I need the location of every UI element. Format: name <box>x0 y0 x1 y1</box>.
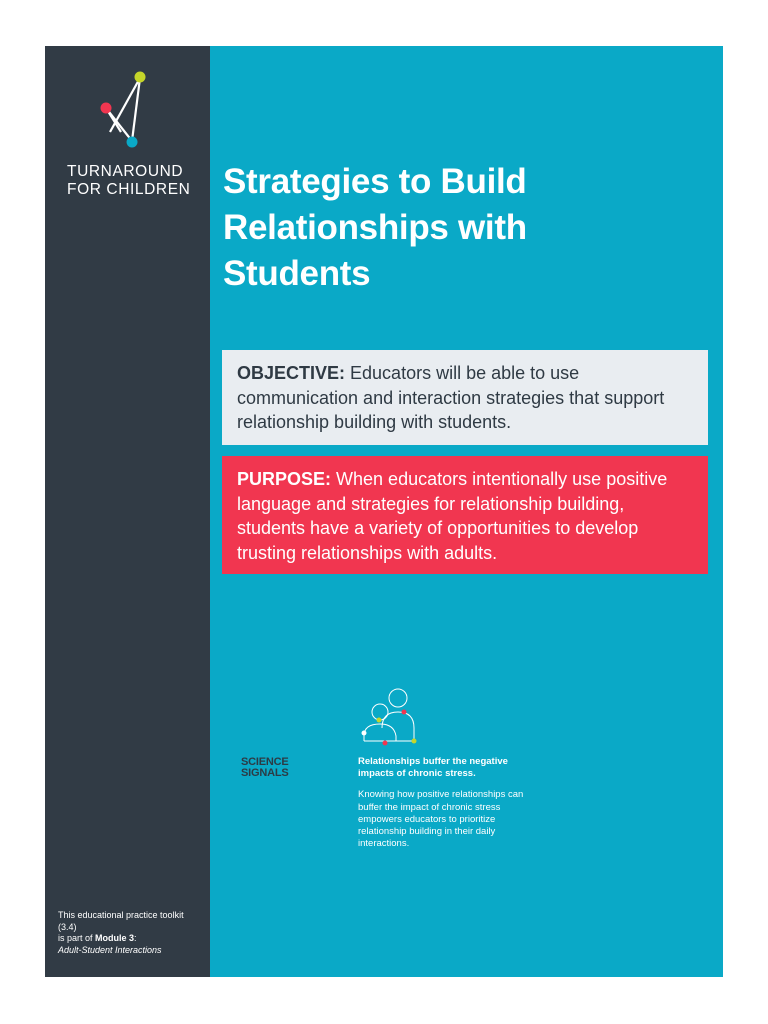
science-signals-label <box>241 757 289 779</box>
module-colon: : <box>134 933 137 943</box>
toolkit-note-line2 <box>58 933 203 945</box>
science-signals-heading: Relationships buffer the negative impacts of chronic stress. <box>358 756 508 780</box>
toolkit-note-prefix: is part of <box>58 933 96 943</box>
purpose-label: PURPOSE: <box>237 469 332 489</box>
toolkit-note <box>58 910 203 956</box>
objective-box <box>222 350 708 445</box>
science-signals-text <box>358 756 538 850</box>
objective-label: OBJECTIVE: <box>237 363 346 383</box>
people-network-icon <box>358 686 420 750</box>
main-panel <box>210 46 723 977</box>
toolkit-note-line1: This educational practice toolkit (3.4) <box>58 910 184 932</box>
brand-line-2: FOR CHILDREN <box>67 181 191 198</box>
page-title <box>223 159 703 297</box>
module-title: Adult-Student Interactions <box>58 944 162 955</box>
title-line-1: Strategies to Build <box>223 162 527 201</box>
science-signals-body: Knowing how positive relationships can buffer the impact of chronic stress empowers educators to prioritize relationship building in their daily interactions. <box>358 789 524 850</box>
brand-line-1: TURNAROUND <box>67 163 184 180</box>
science-signals-line-1: SCIENCE <box>241 756 289 768</box>
sidebar <box>45 46 210 977</box>
science-signals-line-2: SIGNALS <box>241 767 289 779</box>
turnaround-logo-icon <box>95 68 155 148</box>
purpose-box <box>222 456 708 574</box>
purpose-text: When educators intentionally use positive language and strategies for relationship building, students have a variety of opportunities to develop trusting relationships with adults. <box>237 469 668 563</box>
title-line-3: Students <box>223 254 371 293</box>
objective-text: Educators will be able to use communication and interaction strategies that support relationship building with students. <box>237 363 665 432</box>
document-page <box>45 46 723 977</box>
title-line-2: Relationships with <box>223 208 527 247</box>
module-name: Module 3 <box>95 933 135 943</box>
brand-name <box>67 163 190 199</box>
